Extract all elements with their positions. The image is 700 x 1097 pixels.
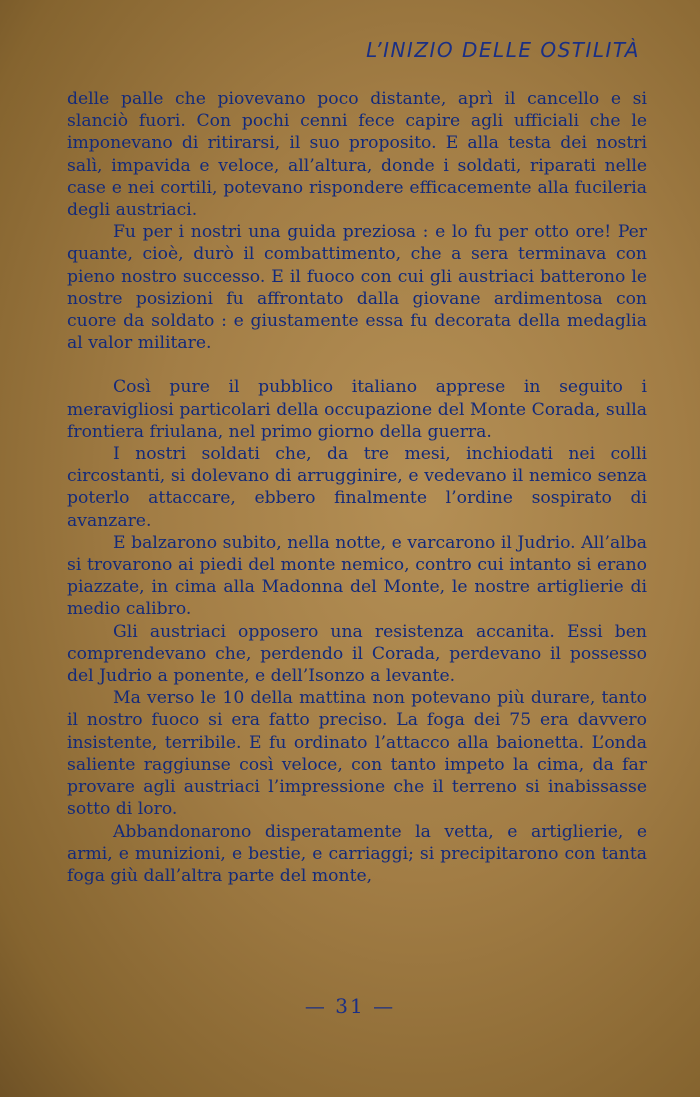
paragraph: Fu per i nostri una guida preziosa : e lo fu per otto ore! Per quante, cioè, durò il combattimento, che a sera terminava con pieno nostro successo. E il fuoco con cui gli austriaci batterono le nostre posizioni fu affrontato dalla giovane ardimentosa con cuore da soldato : e giustamente essa fu decorata della medaglia al valor militare. — [67, 222, 647, 354]
paragraph: Abbandonarono disperatamente la vetta, e artiglierie, e armi, e munizioni, e bestie, e carriaggi; si precipitarono con tanta foga giù dall’altra parte del monte, — [67, 821, 647, 886]
paragraph: delle palle che piovevano poco distante, aprì il cancello e si slanciò fuori. Con pochi cenni fece capire agli ufficiali che le imponevano di ritirarsi, il suo proposito. E alla testa dei nostri salì, impavida e veloce, all’altura, donde i soldati, riparati nelle case e nei cortili, potevano rispondere efficacemente alla fucileria degli austriaci. — [67, 89, 647, 221]
paragraph: Gli austriaci opposero una resistenza accanita. Essi ben comprendevano che, perdendo il Corada, perdevano il possesso del Judrio a ponente, e dell’Isonzo a levante. — [67, 621, 647, 687]
body-text — [67, 88, 647, 887]
paragraph: Così pure il pubblico italiano apprese in seguito i meravigliosi particolari della occupazione del Monte Corada, sulla frontiera friulana, nel primo giorno della guerra. — [67, 377, 647, 442]
page-number: — 31 — — [304, 994, 396, 1018]
paragraph: Ma verso le 10 della mattina non potevano più durare, tanto il nostro fuoco si era fatto preciso. La foga dei 75 era davvero insistente, terribile. E fu ordinato l’attacco alla baionetta. L’onda saliente raggiunse così veloce, con tanto impeto la cima, da far provare agli austriaci l’impressione che il terreno si inabissasse sotto di loro. — [67, 688, 647, 820]
paragraph: I nostri soldati che, da tre mesi, inchiodati nei colli circostanti, si dolevano di arrugginire, e vedevano il nemico senza poterlo attaccare, ebbero finalmente l’ordine sospirato di avanzare. — [67, 444, 647, 531]
paragraph: E balzarono subito, nella notte, e varcarono il Judrio. All’alba si trovarono ai piedi del monte nemico, contro cui intanto si erano piazzate, in cima alla Madonna del Monte, le nostre artiglierie di medio calibro. — [67, 532, 647, 620]
running-header: L’INIZIO DELLE OSTILITÀ — [366, 38, 640, 62]
